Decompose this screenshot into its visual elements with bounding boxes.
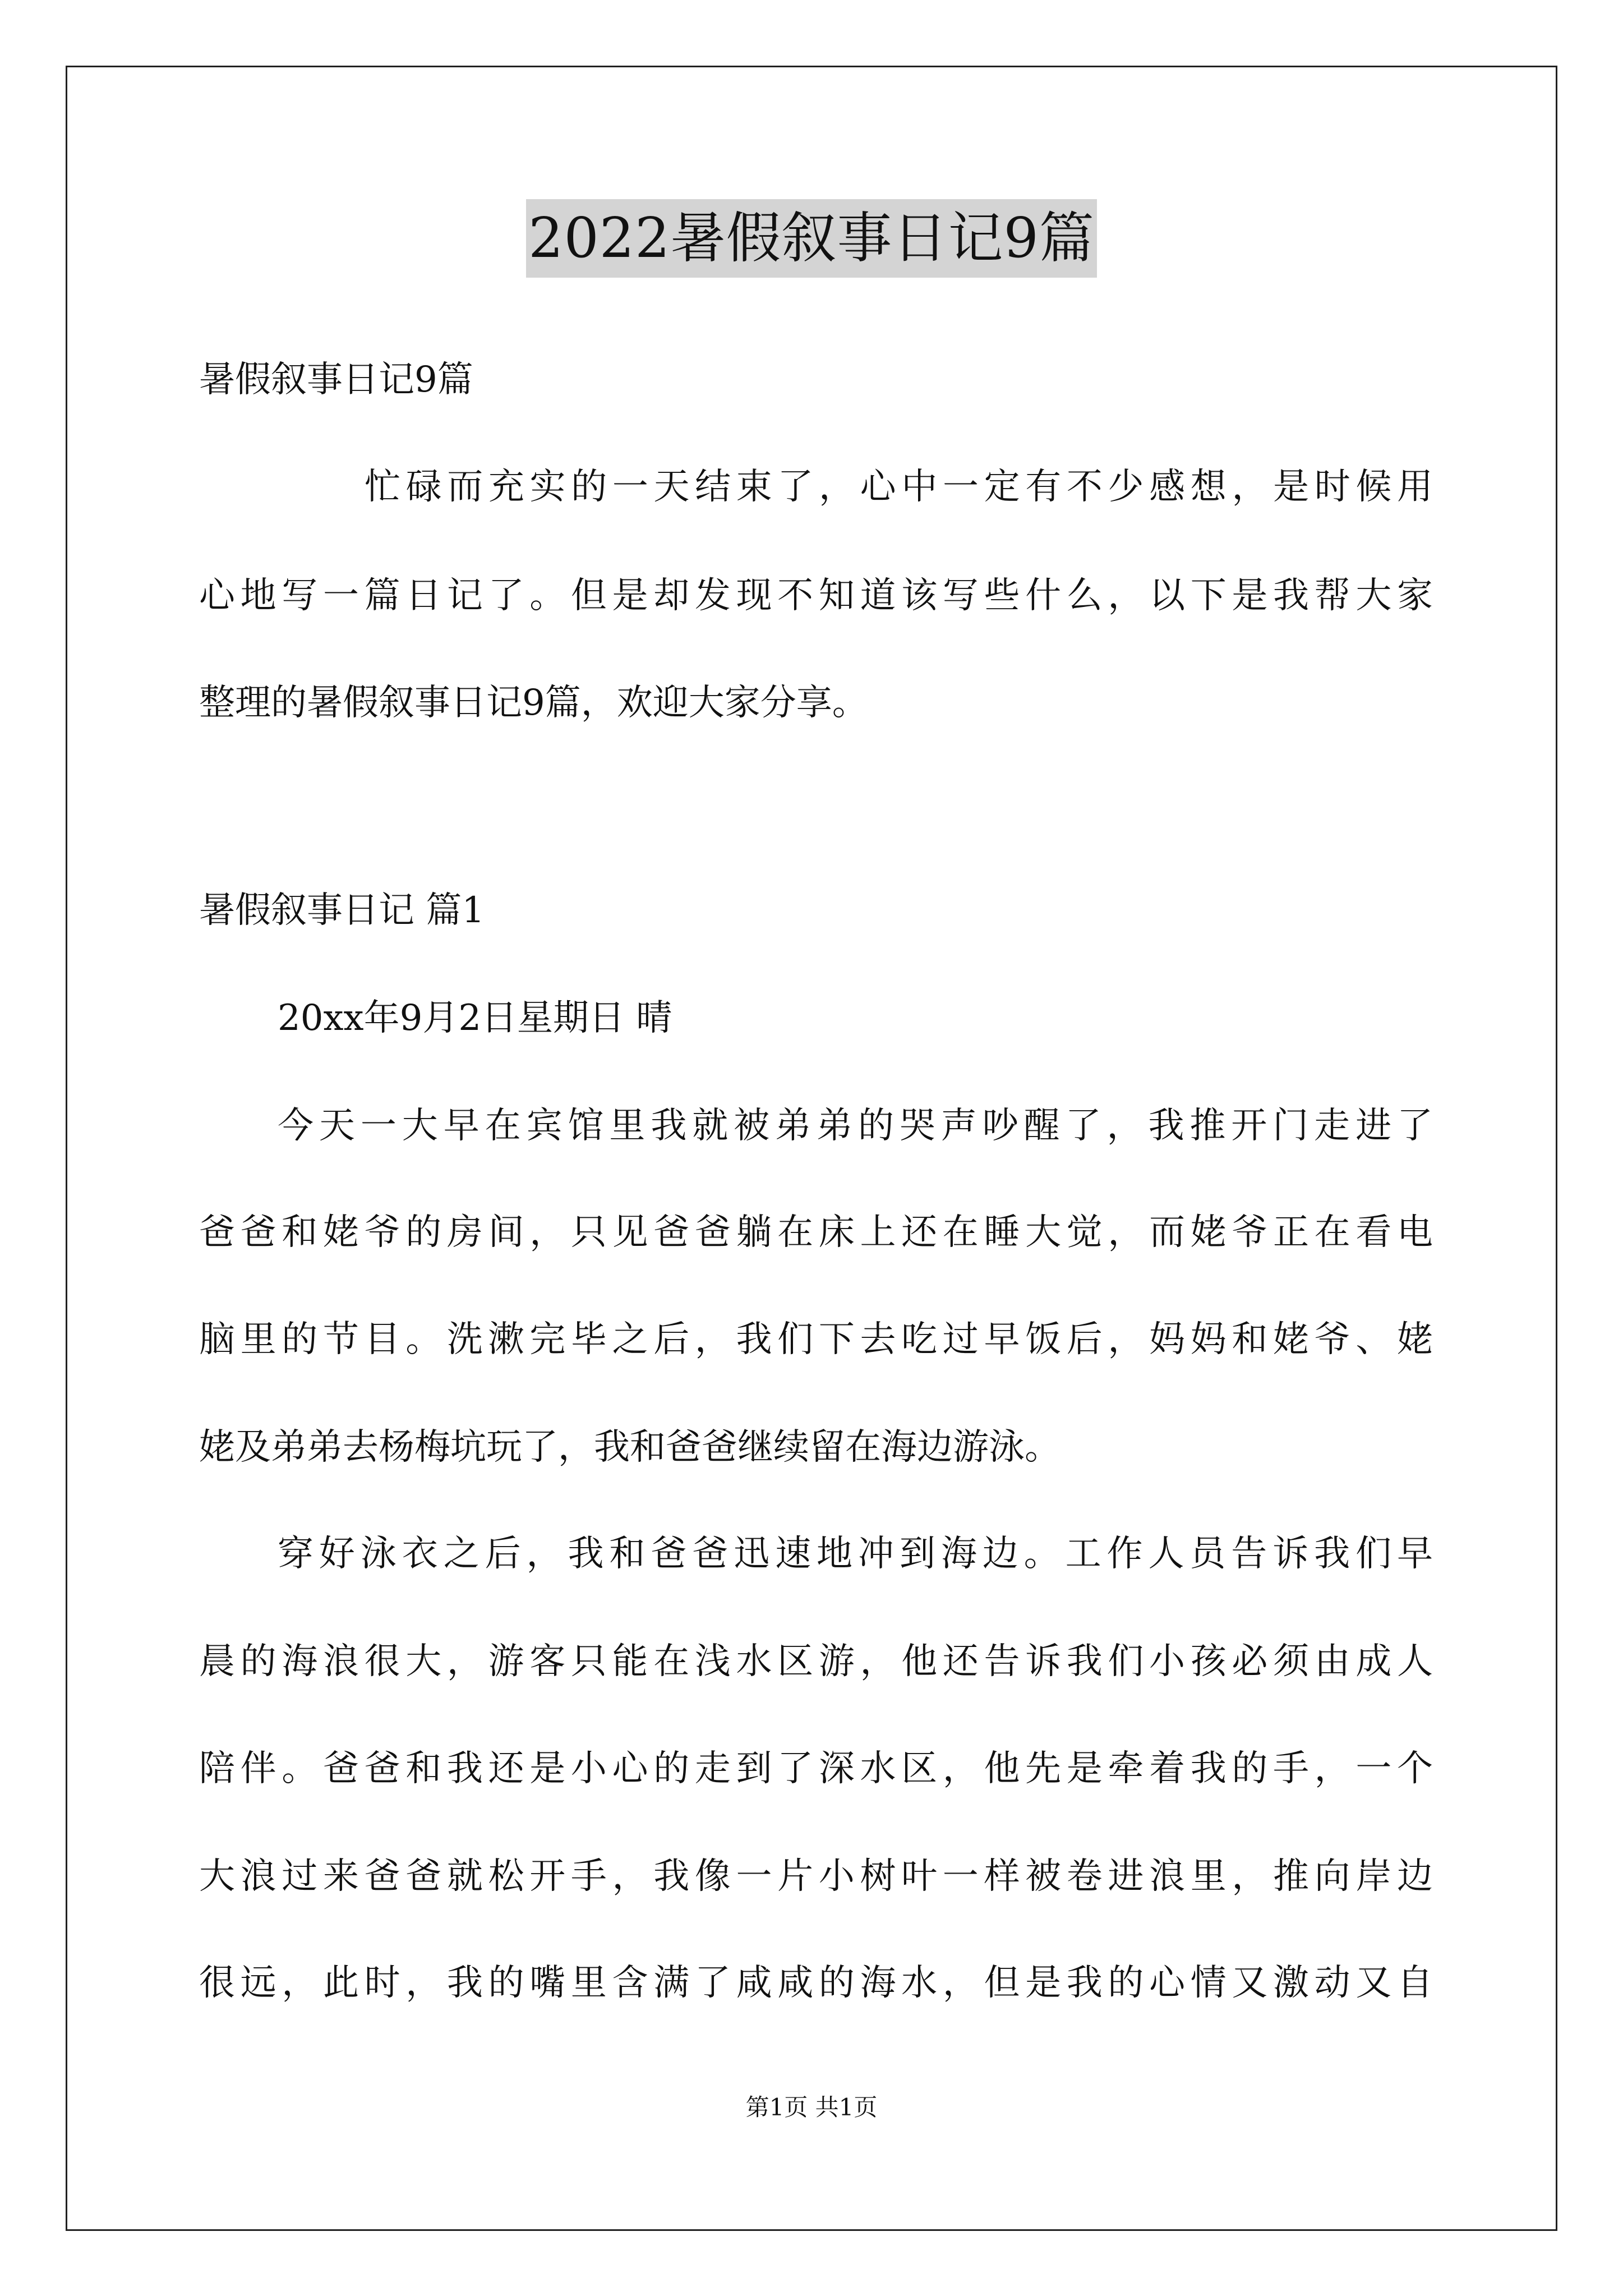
paragraph-line: 陪伴。爸爸和我还是小心的走到了深水区，他先是牵着我的手，一个	[199, 1748, 1433, 1789]
paragraph-line: 爸爸和姥爷的房间，只见爸爸躺在床上还在睡大觉，而姥爷正在看电	[199, 1212, 1433, 1253]
paragraph-line: 姥及弟弟去杨梅坑玩了，我和爸爸继续留在海边游泳。	[199, 1427, 1061, 1468]
date-line: 20xx年9月2日星期日 晴	[278, 997, 672, 1039]
intro-line: 忙碌而充实的一天结束了，心中一定有不少感想，是时候用	[365, 466, 1433, 508]
paragraph-line: 晨的海浪很大，游客只能在浅水区游，他还告诉我们小孩必须由成人	[199, 1641, 1433, 1682]
page-footer: 第1页 共1页	[745, 2093, 878, 2121]
intro-line: 整理的暑假叙事日记9篇，欢迎大家分享。	[199, 682, 868, 724]
section-heading: 暑假叙事日记 篇1	[199, 890, 485, 931]
intro-line: 心地写一篇日记了。但是却发现不知道该写些什么，以下是我帮大家	[199, 575, 1433, 616]
paragraph-line: 穿好泳衣之后，我和爸爸迅速地冲到海边。工作人员告诉我们早	[278, 1533, 1433, 1575]
document-title: 2022暑假叙事日记9篇	[526, 199, 1097, 278]
subtitle: 暑假叙事日记9篇	[199, 359, 473, 401]
paragraph-line: 很远，此时，我的嘴里含满了咸咸的海水，但是我的心情又激动又自	[199, 1962, 1433, 2004]
paragraph-line: 大浪过来爸爸就松开手，我像一片小树叶一样被卷进浪里，推向岸边	[199, 1856, 1433, 1897]
title-container	[0, 199, 1623, 278]
paragraph-line: 脑里的节目。洗漱完毕之后，我们下去吃过早饭后，妈妈和姥爷、姥	[199, 1319, 1433, 1360]
paragraph-line: 今天一大早在宾馆里我就被弟弟的哭声吵醒了，我推开门走进了	[278, 1105, 1433, 1147]
